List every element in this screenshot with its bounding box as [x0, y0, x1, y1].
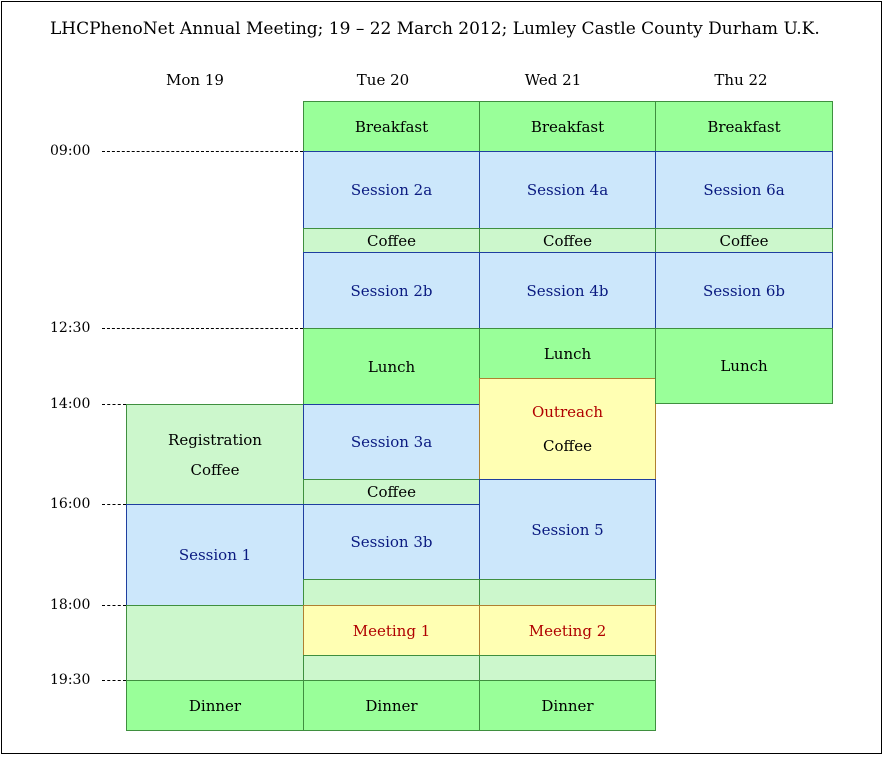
tue-session-2a-label: Session 2a — [350, 181, 433, 199]
thu-session-6a — [655, 151, 833, 229]
time-line-0900 — [102, 151, 303, 152]
wed-breakfast-label: Breakfast — [530, 117, 605, 136]
wed-outreach-label: Outreach — [531, 403, 604, 421]
tue-breakfast — [303, 101, 480, 152]
day-header-wed: Wed 21 — [524, 71, 582, 89]
tue-breakfast-label: Breakfast — [354, 117, 429, 136]
wed-session-5-label: Session 5 — [531, 520, 604, 539]
thu-breakfast-label: Breakfast — [707, 117, 781, 136]
wed-dinner-label: Dinner — [541, 696, 594, 715]
wed-free-slot-eve — [479, 655, 656, 681]
tue-lunch — [303, 328, 480, 405]
wed-outreach-coffee-label: Coffee — [543, 437, 592, 455]
time-label-1400: 14:00 — [50, 396, 91, 412]
time-line-1400 — [102, 404, 126, 405]
time-label-1600: 16:00 — [50, 496, 91, 512]
mon-session-1-label: Session 1 — [178, 546, 252, 564]
wed-session-4b — [479, 252, 656, 329]
time-label-1230: 12:30 — [50, 320, 91, 336]
wed-coffee-am — [479, 228, 656, 253]
time-label-0900: 09:00 — [50, 143, 91, 159]
mon-dinner-label: Dinner — [188, 696, 242, 715]
wed-session-4a-label: Session 4a — [526, 181, 609, 199]
tue-session-3b — [303, 504, 480, 580]
page-title: LHCPhenoNet Annual Meeting; 19 – 22 March 2012; Lumley Castle County Durham U.K. — [50, 19, 820, 39]
mon-registration-block — [126, 404, 304, 505]
wed-meeting-2 — [479, 605, 656, 656]
thu-session-6b-label: Session 6b — [703, 281, 785, 300]
day-header-mon: Mon 19 — [166, 71, 224, 89]
tue-meeting-1 — [303, 605, 480, 656]
tue-free-slot-eve — [303, 655, 480, 681]
thu-lunch — [655, 328, 833, 404]
time-line-1230 — [102, 328, 303, 329]
tue-session-2b — [303, 252, 480, 329]
time-line-1600 — [102, 504, 126, 505]
wed-dinner — [479, 680, 656, 731]
thu-breakfast — [655, 101, 833, 152]
mon-coffee-label: Coffee — [190, 460, 240, 479]
thu-lunch-label: Lunch — [720, 357, 768, 375]
mon-dinner — [126, 680, 304, 731]
mon-session-1 — [126, 504, 304, 606]
wed-lunch — [479, 328, 656, 379]
time-line-1930 — [102, 680, 126, 681]
time-label-1930: 19:30 — [50, 672, 91, 688]
wed-free-slot-pm — [479, 579, 656, 606]
tue-coffee-pm — [303, 479, 480, 505]
day-header-tue: Tue 20 — [356, 71, 410, 89]
tue-coffee-am-label: Coffee — [367, 231, 416, 250]
tue-session-3a-label: Session 3a — [350, 433, 433, 451]
day-header-thu: Thu 22 — [714, 71, 768, 89]
tue-session-2b-label: Session 2b — [350, 281, 433, 300]
thu-session-6a-label: Session 6a — [703, 181, 785, 199]
tue-dinner-label: Dinner — [365, 696, 418, 715]
time-label-1800: 18:00 — [50, 597, 91, 613]
wed-session-4a — [479, 151, 656, 229]
tue-session-3a — [303, 404, 480, 480]
wed-session-5 — [479, 479, 656, 580]
tue-session-3b-label: Session 3b — [350, 533, 433, 551]
tue-session-2a — [303, 151, 480, 229]
tue-meeting-1-label: Meeting 1 — [352, 621, 431, 640]
mon-registration-label: Registration — [168, 430, 262, 449]
wed-coffee-am-label: Coffee — [543, 231, 592, 250]
tue-coffee-pm-label: Coffee — [367, 483, 416, 501]
tue-free-slot-pm — [303, 579, 480, 606]
wed-session-4b-label: Session 4b — [526, 281, 609, 300]
tue-lunch-label: Lunch — [367, 357, 416, 376]
thu-session-6b — [655, 252, 833, 329]
wed-meeting-2-label: Meeting 2 — [528, 621, 607, 640]
wed-outreach — [479, 378, 656, 480]
time-line-1800 — [102, 605, 126, 606]
tue-coffee-am — [303, 228, 480, 253]
wed-breakfast — [479, 101, 656, 152]
thu-coffee-am-label: Coffee — [719, 231, 769, 250]
mon-free-slot — [126, 605, 304, 681]
wed-lunch-label: Lunch — [543, 344, 592, 363]
tue-dinner — [303, 680, 480, 731]
thu-coffee-am — [655, 228, 833, 253]
